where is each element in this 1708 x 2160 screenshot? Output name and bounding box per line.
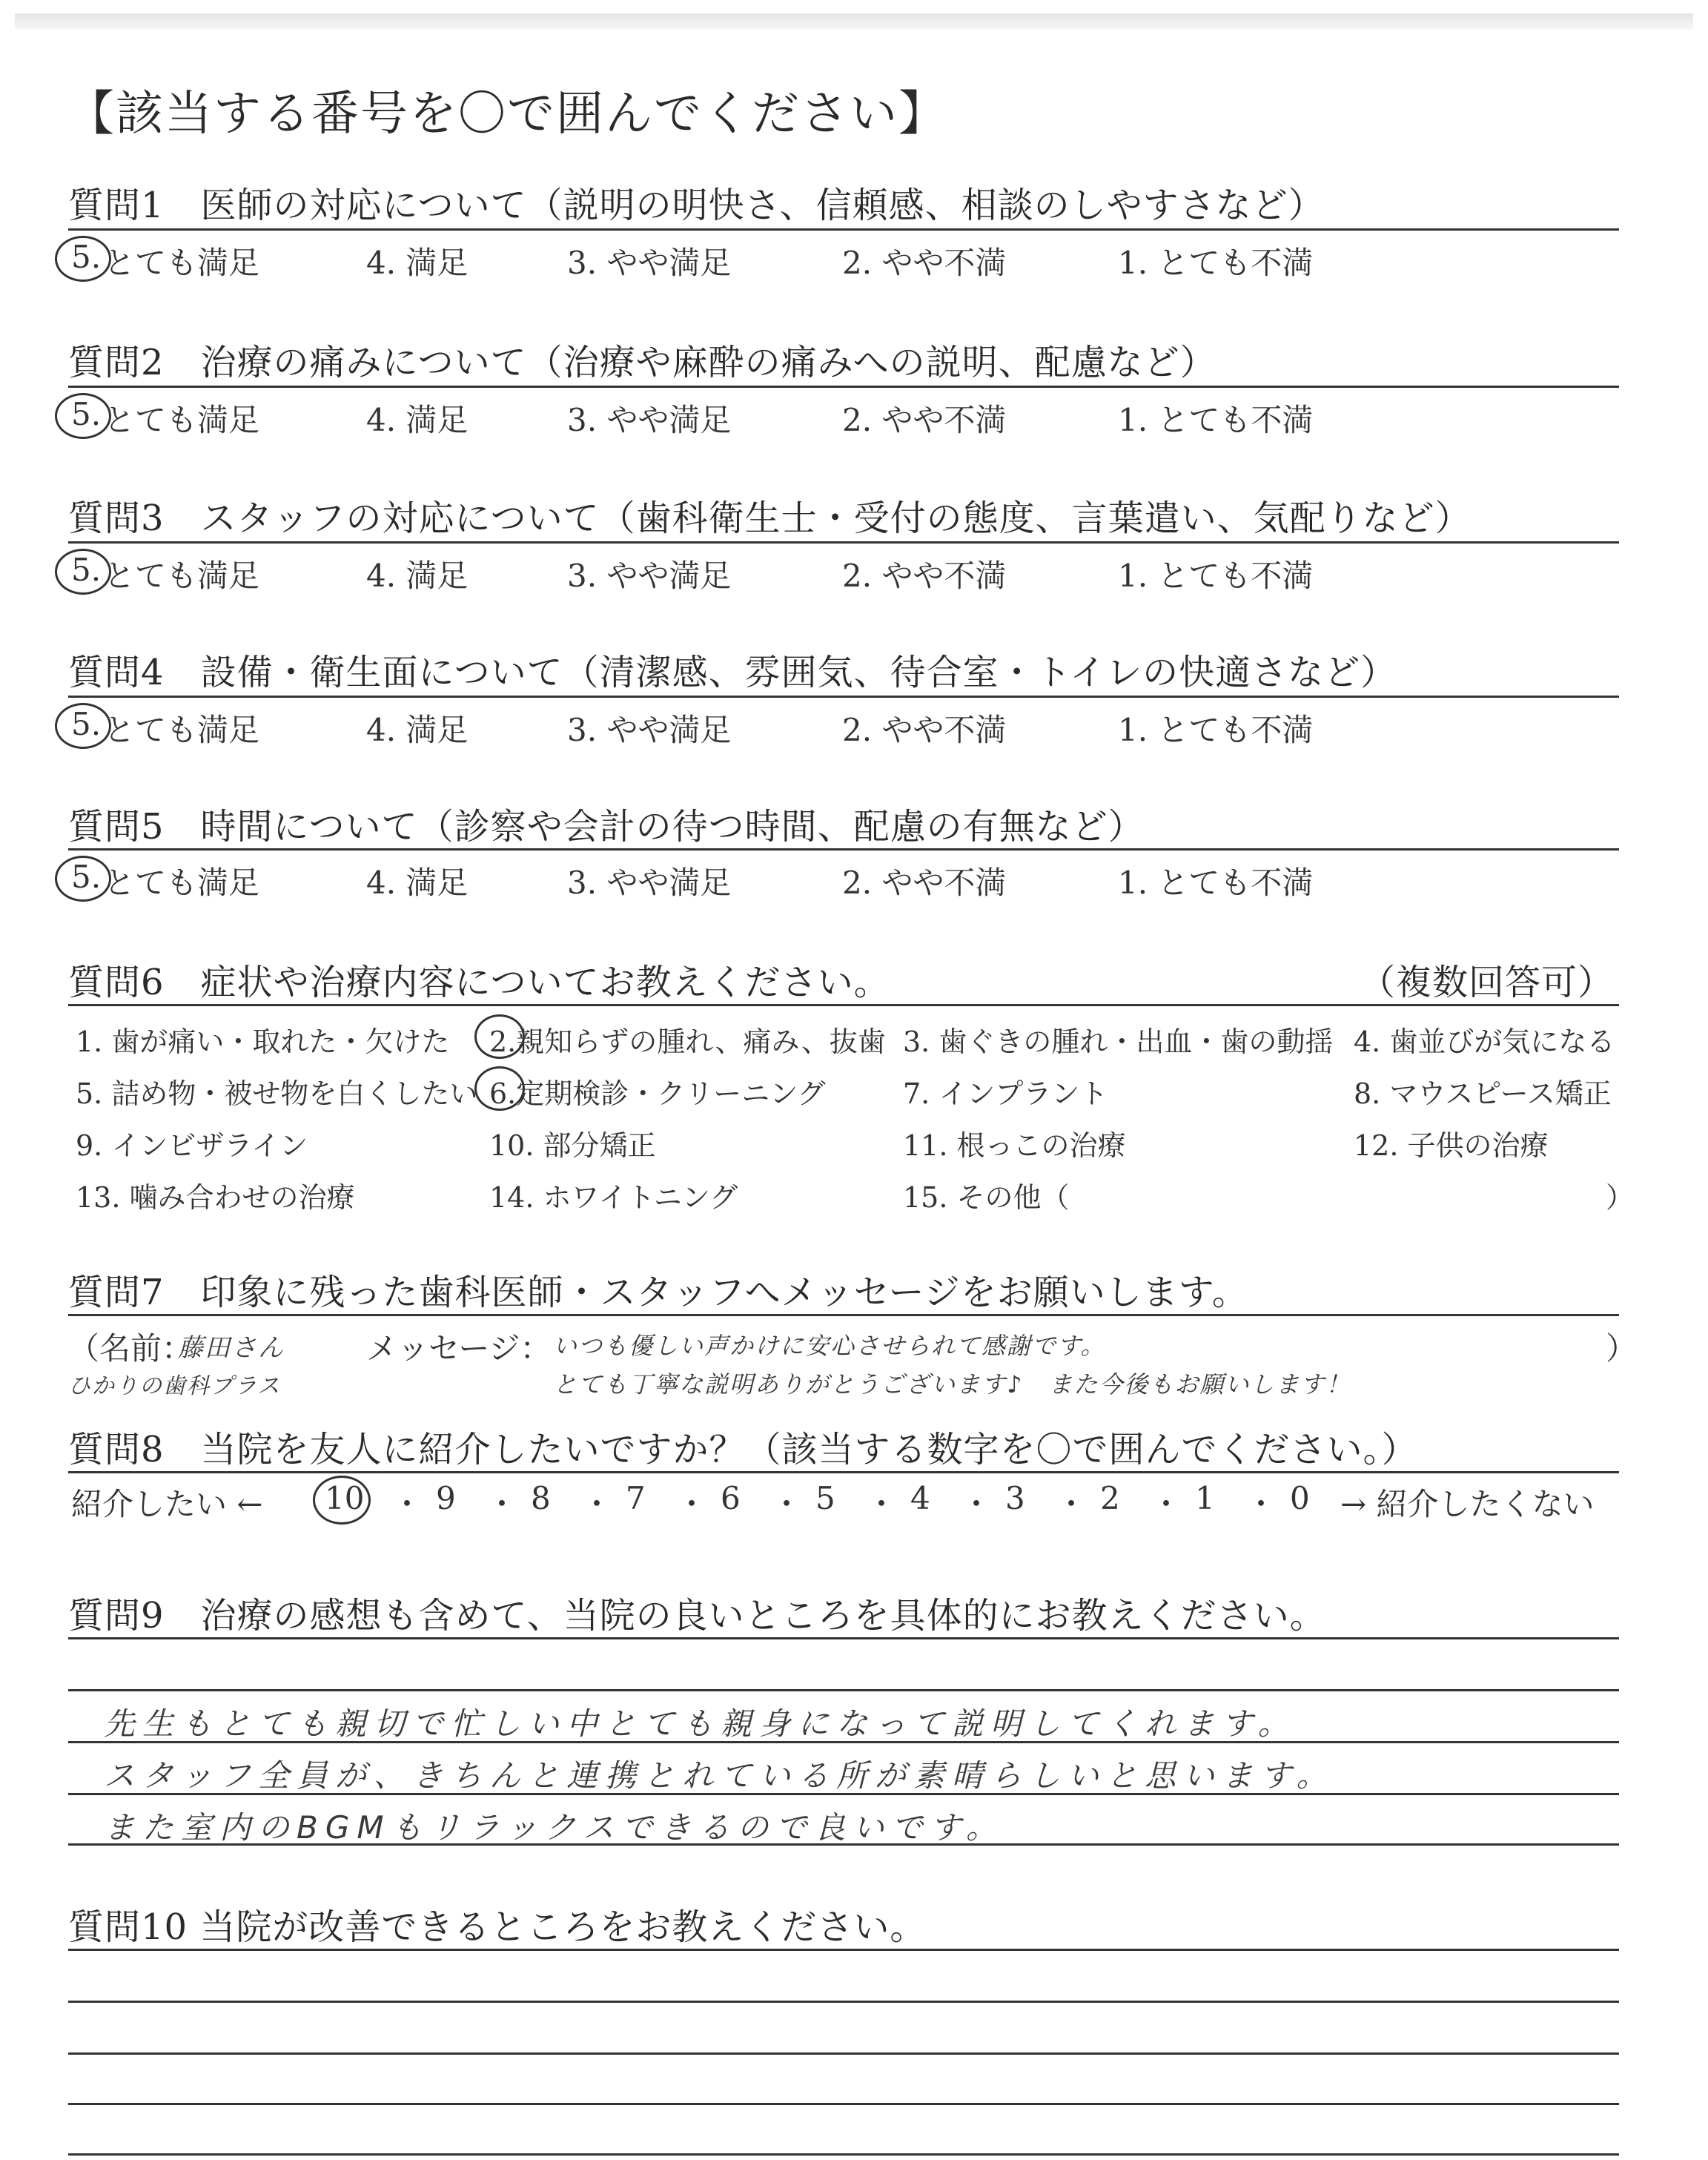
q3-option-5-label[interactable]: とても満足 bbox=[104, 558, 260, 594]
q8-score-7[interactable]: 7 bbox=[626, 1480, 646, 1516]
q4-option-4[interactable]: 4. 満足 bbox=[366, 712, 469, 748]
q7-close-paren: ） bbox=[1606, 1330, 1638, 1367]
q1-option-3[interactable]: 3. やや満足 bbox=[567, 245, 732, 281]
q1-option-5-num[interactable]: 5. bbox=[71, 239, 102, 275]
question-8-label: 質問8 当院を友人に紹介したいですか？（該当する数字を〇で囲んでください。） bbox=[68, 1429, 1418, 1470]
q9-answer-line bbox=[68, 1637, 1619, 1639]
question-6-label: 質問6 症状や治療内容についてお教えください。 bbox=[68, 962, 890, 1003]
q6-item-14[interactable]: 14. ホワイトニング bbox=[489, 1181, 738, 1214]
question-4-underline bbox=[68, 696, 1619, 698]
q3-option-5-num[interactable]: 5. bbox=[71, 552, 102, 588]
q7-message-line-2[interactable]: とても丁寧な説明ありがとうございます♪ また今後もお願いします！ bbox=[553, 1370, 1351, 1398]
q5-option-5-label[interactable]: とても満足 bbox=[104, 865, 260, 901]
question-5-underline bbox=[68, 848, 1619, 851]
q10-answer-line bbox=[68, 2103, 1619, 2105]
q7-name-value[interactable]: 藤田さん bbox=[178, 1333, 285, 1363]
q6-item-11[interactable]: 11. 根っこの治療 bbox=[903, 1129, 1126, 1162]
q3-option-1[interactable]: 1. とても不満 bbox=[1118, 558, 1314, 594]
q8-score-9[interactable]: 9 bbox=[436, 1480, 456, 1516]
q10-answer-line bbox=[68, 1949, 1619, 1951]
question-5-label: 質問5 時間について（診察や会計の待つ時間、配慮の有無など） bbox=[68, 806, 1145, 848]
q5-option-5-num[interactable]: 5. bbox=[71, 859, 102, 895]
q5-option-4[interactable]: 4. 満足 bbox=[366, 865, 469, 901]
q8-dot: ・ bbox=[581, 1486, 613, 1522]
q5-option-1[interactable]: 1. とても不満 bbox=[1118, 865, 1314, 901]
q8-score-1[interactable]: 1 bbox=[1195, 1480, 1215, 1516]
q9-answer-line-1[interactable]: 先生もとても親切で忙しい中とても親身になって説明してくれます。 bbox=[104, 1705, 1297, 1742]
q5-option-3[interactable]: 3. やや満足 bbox=[567, 865, 732, 901]
q2-option-4[interactable]: 4. 満足 bbox=[366, 402, 469, 438]
question-7-underline bbox=[68, 1314, 1619, 1316]
q6-item-3[interactable]: 3. 歯ぐきの腫れ・出血・歯の動揺 bbox=[903, 1025, 1334, 1058]
q8-dot: ・ bbox=[1151, 1486, 1182, 1522]
q5-option-2[interactable]: 2. やや不満 bbox=[842, 865, 1007, 901]
q4-option-1[interactable]: 1. とても不満 bbox=[1118, 712, 1314, 748]
q6-item-5[interactable]: 5. 詰め物・被せ物を白くしたい bbox=[76, 1077, 478, 1110]
q4-option-2[interactable]: 2. やや不満 bbox=[842, 712, 1007, 748]
q2-option-5-num[interactable]: 5. bbox=[71, 396, 102, 432]
q8-dot: ・ bbox=[391, 1486, 423, 1522]
q6-item-10[interactable]: 10. 部分矯正 bbox=[489, 1129, 656, 1162]
q2-option-3[interactable]: 3. やや満足 bbox=[567, 402, 732, 438]
question-3-underline bbox=[68, 541, 1619, 544]
q8-dot: ・ bbox=[1056, 1486, 1088, 1522]
q8-dot: ・ bbox=[676, 1486, 708, 1522]
question-2-underline bbox=[68, 386, 1619, 388]
q6-item-12[interactable]: 12. 子供の治療 bbox=[1354, 1129, 1549, 1162]
q8-score-8[interactable]: 8 bbox=[531, 1480, 551, 1516]
q8-left-label: 紹介したい ← bbox=[71, 1486, 263, 1522]
q8-dot: ・ bbox=[771, 1486, 803, 1522]
question-3-label: 質問3 スタッフの対応について（歯科衛生士・受付の態度、言葉遣い、気配りなど） bbox=[68, 498, 1472, 539]
question-2-label: 質問2 治療の痛みについて（治療や麻酔の痛みへの説明、配慮など） bbox=[68, 342, 1217, 383]
q8-dot: ・ bbox=[961, 1486, 993, 1522]
q6-item-8[interactable]: 8. マウスピース矯正 bbox=[1354, 1077, 1612, 1110]
q8-score-3[interactable]: 3 bbox=[1005, 1480, 1025, 1516]
question-1-underline bbox=[68, 228, 1619, 231]
question-8-underline bbox=[68, 1471, 1619, 1473]
q6-item-15[interactable]: 15. その他（ bbox=[903, 1181, 1070, 1214]
q8-right-label: → 紹介したくない bbox=[1340, 1486, 1595, 1522]
q6-item-6[interactable]: 6.定期検診・クリーニング bbox=[489, 1077, 826, 1110]
q8-dot: ・ bbox=[1245, 1486, 1277, 1522]
question-7-label: 質問7 印象に残った歯科医師・スタッフへメッセージをお願いします。 bbox=[68, 1272, 1248, 1313]
question-1-label: 質問1 医師の対応について（説明の明快さ、信頼感、相談のしやすさなど） bbox=[68, 185, 1325, 226]
q7-name-clinic[interactable]: ひかりの歯科プラス bbox=[68, 1373, 282, 1399]
q6-item-9[interactable]: 9. インビザライン bbox=[76, 1129, 308, 1162]
q6-item-13[interactable]: 13. 噛み合わせの治療 bbox=[76, 1181, 355, 1214]
q8-score-0[interactable]: 0 bbox=[1290, 1480, 1310, 1516]
q6-other-close-paren: ） bbox=[1606, 1181, 1635, 1214]
page-title: 【該当する番号を〇で囲んでください】 bbox=[67, 87, 947, 142]
q1-option-1[interactable]: 1. とても不満 bbox=[1118, 245, 1314, 281]
scan-edge bbox=[15, 13, 1693, 30]
question-10-label: 質問10 当院が改善できるところをお教えください。 bbox=[68, 1906, 927, 1948]
q8-dot: ・ bbox=[866, 1486, 898, 1522]
q8-dot: ・ bbox=[486, 1486, 518, 1522]
q9-answer-line bbox=[68, 1689, 1619, 1691]
q6-item-1[interactable]: 1. 歯が痛い・取れた・欠けた bbox=[76, 1025, 450, 1058]
q2-option-5-label[interactable]: とても満足 bbox=[104, 402, 260, 438]
question-9-label: 質問9 治療の感想も含めて、当院の良いところを具体的にお教えください。 bbox=[68, 1595, 1326, 1636]
question-6-underline bbox=[68, 1004, 1619, 1006]
q6-item-7[interactable]: 7. インプラント bbox=[903, 1077, 1108, 1110]
q6-item-2[interactable]: 2.親知らずの腫れ、痛み、抜歯 bbox=[489, 1025, 886, 1058]
q7-name-label: （名前： bbox=[68, 1330, 193, 1367]
q8-score-6[interactable]: 6 bbox=[721, 1480, 741, 1516]
q9-answer-line-3[interactable]: また室内のBGMもリラックスできるので良いです。 bbox=[104, 1809, 1004, 1846]
q4-option-3[interactable]: 3. やや満足 bbox=[567, 712, 732, 748]
question-4-label: 質問4 設備・衛生面について（清潔感、雰囲気、待合室・トイレの快適さなど） bbox=[68, 652, 1397, 693]
q10-answer-line bbox=[68, 2153, 1619, 2156]
q8-score-10[interactable]: 10 bbox=[325, 1480, 365, 1516]
q6-item-4[interactable]: 4. 歯並びが気になる bbox=[1354, 1025, 1615, 1058]
q1-option-5-label[interactable]: とても満足 bbox=[104, 245, 260, 281]
q8-score-4[interactable]: 4 bbox=[910, 1480, 930, 1516]
q9-answer-line-2[interactable]: スタッフ全員が、きちんと連携とれている所が素晴らしいと思います。 bbox=[104, 1757, 1335, 1794]
q1-option-2[interactable]: 2. やや不満 bbox=[842, 245, 1007, 281]
q2-option-1[interactable]: 1. とても不満 bbox=[1118, 402, 1314, 438]
q10-answer-line bbox=[68, 2001, 1619, 2003]
q4-option-5-num[interactable]: 5. bbox=[71, 706, 102, 742]
q4-option-5-label[interactable]: とても満足 bbox=[104, 712, 260, 748]
q3-option-3[interactable]: 3. やや満足 bbox=[567, 558, 732, 594]
q8-score-5[interactable]: 5 bbox=[815, 1480, 835, 1516]
q2-option-2[interactable]: 2. やや不満 bbox=[842, 402, 1007, 438]
q3-option-2[interactable]: 2. やや不満 bbox=[842, 558, 1007, 594]
q7-message-label: メッセージ： bbox=[366, 1330, 552, 1367]
q1-option-4[interactable]: 4. 満足 bbox=[366, 245, 469, 281]
q3-option-4[interactable]: 4. 満足 bbox=[366, 558, 469, 594]
question-6-note: （複数回答可） bbox=[1360, 962, 1615, 1003]
q8-score-2[interactable]: 2 bbox=[1100, 1480, 1120, 1516]
q10-answer-line bbox=[68, 2052, 1619, 2055]
q7-message-line-1[interactable]: いつも優しい声かけに安心させられて感謝です。 bbox=[553, 1332, 1106, 1360]
